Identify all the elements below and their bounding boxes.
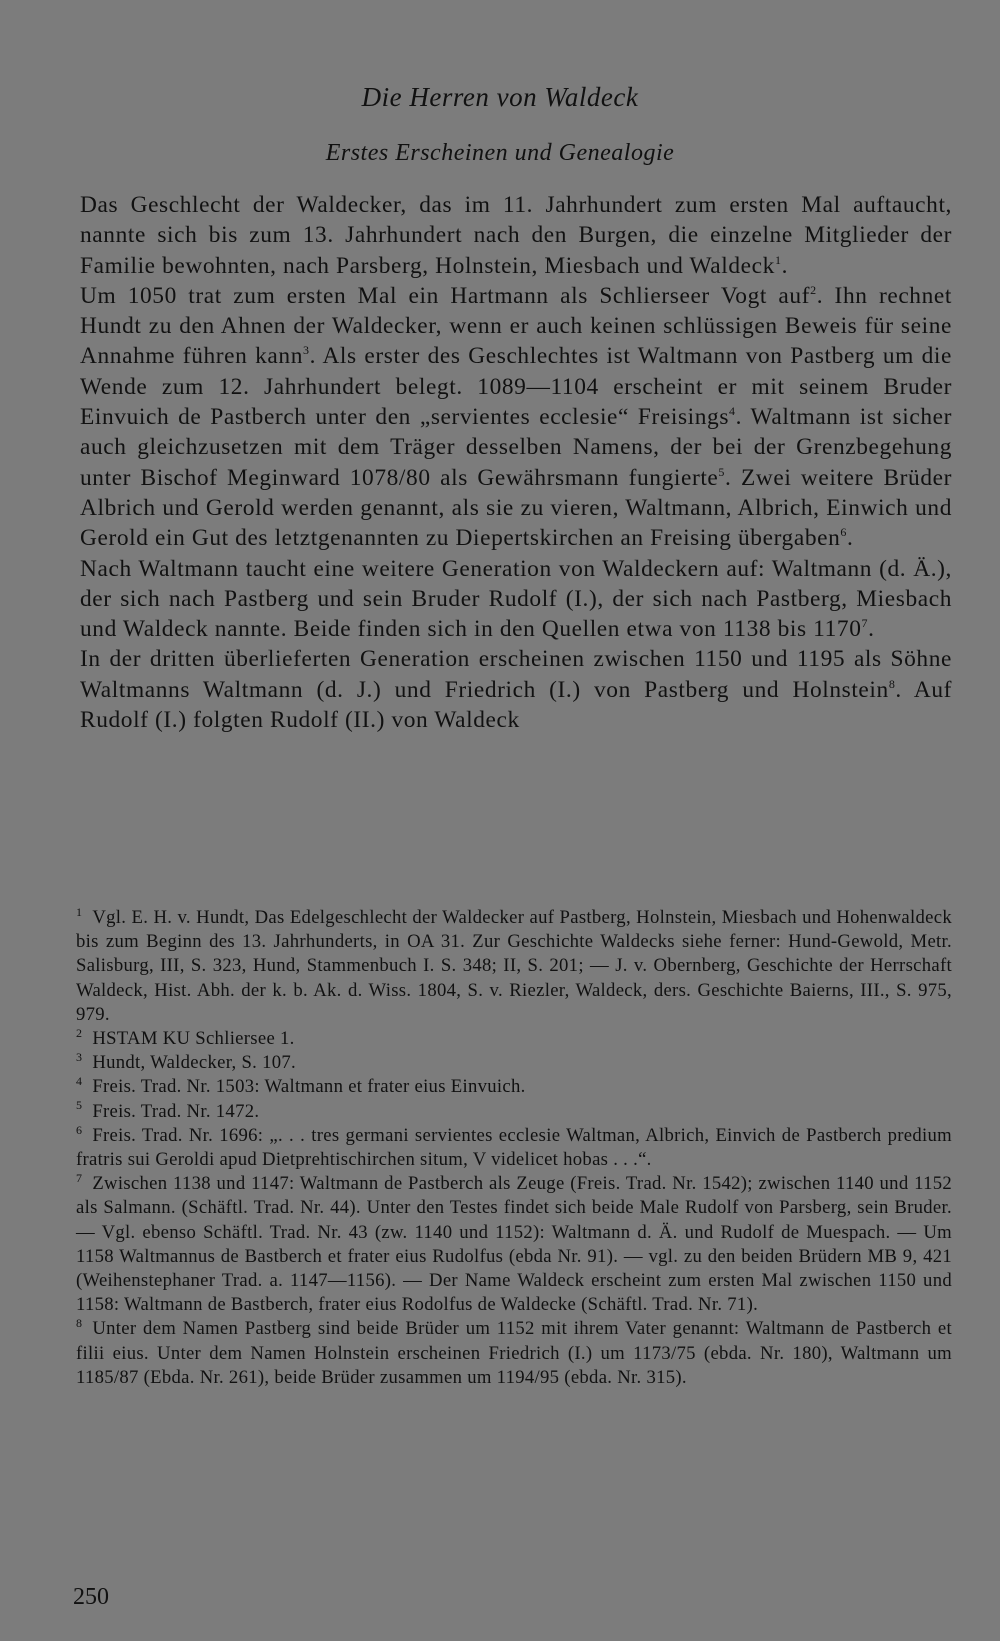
footnote-ref-3: 3: [303, 343, 310, 358]
main-text: [80, 190, 952, 735]
footnote-ref-5: 5: [718, 464, 726, 479]
paragraph-4: [80, 644, 952, 735]
paragraph-text: .: [781, 252, 789, 279]
footnote-number: 3: [76, 1049, 83, 1064]
paragraph-text: Nach Waltmann taucht eine weitere Generation von Waldeckern auf: Waltmann (d. Ä.), der sich nach Pastberg und sein Bruder Rudolf (I.), der sich nach Pastberg, Miesbach und Waldeck nannte. Beide finden sich in den Quellen etwa von 1138 bis 1170: [80, 555, 952, 643]
paragraph-3: [80, 554, 952, 645]
footnote-ref-6: 6: [840, 525, 848, 540]
footnote: [76, 1027, 952, 1051]
footnote-text: Freis. Trad. Nr. 1503: Waltmann et frater eius Einvuich.: [92, 1076, 526, 1098]
chapter-title: Die Herren von Waldeck: [361, 82, 639, 112]
footnote-ref-4: 4: [729, 404, 736, 419]
footnote-number: 5: [76, 1098, 83, 1113]
paragraph-text: . Ihn rechnet Hundt zu den Ahnen der Waldecker, wenn er auch keinen schlüssigen Beweis für seine Annahme führen kann: [80, 282, 952, 370]
paragraph-text: Um 1050 trat zum ersten Mal ein Hartmann als Schlierseer Vogt auf: [80, 282, 811, 309]
footnote: [76, 1317, 952, 1390]
paragraph-1: [80, 190, 952, 281]
paragraph-text: .: [868, 616, 875, 643]
footnotes: [76, 906, 952, 1390]
paragraph-text: .: [847, 525, 854, 552]
section-subtitle: Erstes Erscheinen und Genealogie: [325, 140, 675, 166]
paragraph-2: [80, 281, 952, 554]
footnote-text: Vgl. E. H. v. Hundt, Das Edelgeschlecht der Waldecker auf Pastberg, Holnstein, Miesbach und Hohenwaldeck bis zum Beginn des 13. Jahrhunderts, in OA 31. Zur Geschichte Waldecks siehe ferner: Hund-Gewold, Metr. Salisburg, III, S. 323, Hund, Stammenbuch I. S. 348; II, S. 201; — J. v. Obernberg, Geschichte der Herrschaft Waldeck, Hist. Abh. der k. b. Ak. d. Wiss. 1804, S. v. Riezler, Waldeck, ders. Geschichte Baierns, III., S. 975, 979.: [76, 907, 952, 1025]
footnote-ref-2: 2: [810, 283, 817, 298]
paragraph-text: . Auf Rudolf (I.) folgten Rudolf (II.) von Waldeck: [80, 676, 953, 734]
page-number: 250: [73, 1584, 109, 1610]
paragraph-text: In der dritten überlieferten Generation erscheinen zwischen 1150 und 1195 als Söhne Waltmanns Waltmann (d. J.) und Friedrich (I.) von Pastberg und Holnstein: [80, 646, 952, 703]
footnote: [76, 1051, 952, 1075]
footnote-number: 7: [76, 1171, 83, 1185]
footnote-number: 8: [76, 1316, 83, 1331]
footnote-text: Freis. Trad. Nr. 1472.: [92, 1100, 260, 1122]
footnote-ref-1: 1: [774, 252, 782, 267]
footnote: [76, 1075, 952, 1099]
footnote-number: 1: [76, 904, 83, 919]
footnote-text: Unter dem Namen Pastberg sind beide Brüder um 1152 mit ihrem Vater genannt: Waltmann de Pastberch et filii eius. Unter dem Namen Holnstein erscheinen Friedrich (I.) um 1173/75 (ebda. Nr. 180), Waltmann um 1185/87 (Ebda. Nr. 261), beide Brüder zusammen um 1194/95 (ebda. Nr. 315).: [76, 1318, 952, 1388]
paragraph-text: Das Geschlecht der Waldecker, das im 11. Jahrhundert zum ersten Mal auftaucht, nannte sich bis zum 13. Jahrhundert nach den Burgen, die einzelne Mitglieder der Familie bewohnten, nach Parsberg, Holnstein, Miesbach und Waldeck: [80, 192, 952, 279]
footnote: [76, 1100, 952, 1124]
paragraph-text: . Zwei weitere Brüder Albrich und Gerold werden genannt, als sie zu vieren, Waltmann, Albrich, Einwich und Gerold ein Gut des letztgenannten zu Diepertskirchen an Freising übergaben: [80, 464, 953, 552]
footnote-text: HSTAM KU Schliersee 1.: [92, 1028, 295, 1050]
footnote-text: Hundt, Waldecker, S. 107.: [92, 1052, 296, 1074]
footnote: [76, 1124, 952, 1172]
footnote: [76, 906, 952, 1027]
footnote-text: Freis. Trad. Nr. 1696: „. . . tres germani servientes ecclesie Waltman, Albrich, Einvich de Pastberch predium fratris sui Geroldi apud Dietprehtischirchen situm, V videlicet hobas . . .“.: [76, 1124, 952, 1171]
footnote-ref-8: 8: [888, 676, 896, 691]
footnote-number: 2: [76, 1025, 83, 1040]
footnote-number: 6: [76, 1122, 83, 1137]
footnote-ref-7: 7: [861, 616, 869, 631]
paragraph-text: . Als erster des Geschlechtes ist Waltmann von Pastberg um die Wende zum 12. Jahrhundert belegt. 1089—1104 erscheint er mit seinem Bruder Einvuich de Pastberch unter den „servientes ecclesie“ Freisings: [80, 343, 953, 431]
paragraph-text: . Waltmann ist sicher auch gleichzusetzen mit dem Träger desselben Namens, der bei der Grenzbegehung unter Bischof Meginward 1078/80 als Gewährsmann fungierte: [80, 404, 952, 491]
footnote-text: Zwischen 1138 und 1147: Waltmann de Pastberch als Zeuge (Freis. Trad. Nr. 1542); zwischen 1140 und 1152 als Salmann. (Schäftl. Trad. Nr. 44). Unter den Testes findet sich beide Male Rudolf von Parsberg, sein Bruder. — Vgl. ebenso Schäftl. Trad. Nr. 43 (zw. 1140 und 1152): Waltmann d. Ä. und Rudolf de Muespach. — Um 1158 Waltmannus de Bastberch et frater eius Rudolfus (ebda Nr. 91). — vgl. zu den beiden Brüdern MB 9, 421 (Weihenstephaner Trad. a. 1147—1156). — Der Name Waldeck erscheint zum ersten Mal zwischen 1150 und 1158: Waltmann de Bastberch, frater eius Rodolfus de Waldecke (Schäftl. Trad. Nr. 71).: [76, 1173, 952, 1316]
footnote-number: 4: [76, 1074, 83, 1089]
footnote: [76, 1172, 952, 1317]
